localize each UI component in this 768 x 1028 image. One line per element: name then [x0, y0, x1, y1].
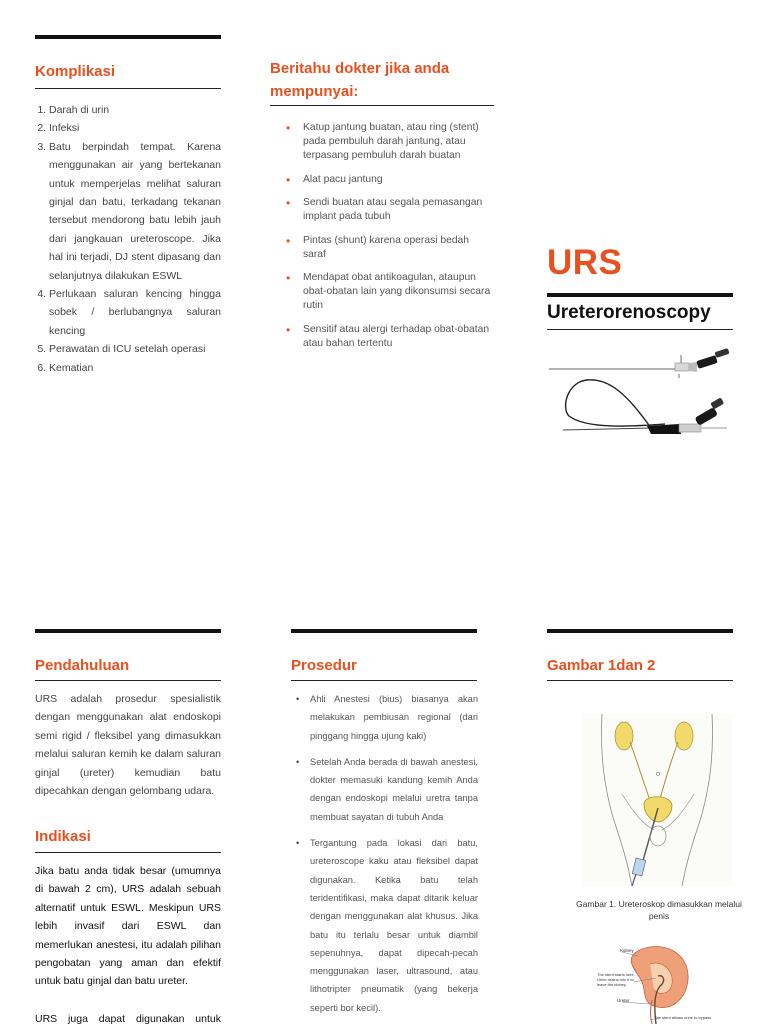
beritahu-rule — [270, 105, 494, 106]
komplikasi-item: 1. Darah di urin — [49, 101, 221, 119]
gambar-rule — [547, 680, 733, 681]
prosedur-rule — [291, 680, 477, 681]
beritahu-item: • Sensitif atau alergi terhadap obat-obatan atau bahan tertentu — [283, 323, 493, 351]
ureteroscope-image — [547, 338, 733, 444]
indikasi-text: Jika batu anda tidak besar (umumnya di bawah 2 cm), URS adalah sebuah alternatif untuk ESWL. Meskipun URS lebih invasif dari ESWL dan memerlukan anestesi, itu adalah pilihan pengobatan yang aman dan efektif untuk batu ginjal dan batu ureter. — [35, 865, 221, 988]
figure-1-caption: Gambar 1. Ureteroskop dimasukkan melalui penis — [576, 899, 742, 921]
cover-title: URS — [547, 243, 623, 282]
cover-rule — [547, 329, 733, 330]
komplikasi-list-container — [35, 101, 221, 377]
stent-label: The stent starts here. Urine drains into it to leave the kidney. — [597, 972, 635, 987]
figure-1-anatomy-image — [582, 714, 732, 886]
beritahu-item: • Katup jantung buatan, atau ring (stent) pada pembuluh darah jantung, atau terpasang pembuluh darah buatan — [283, 121, 493, 163]
beritahu-title: Beritahu dokter jika anda mempunyai: — [270, 60, 450, 100]
ureter-label: Ureter — [617, 998, 630, 1003]
top-bar-prosedur — [291, 629, 477, 633]
komplikasi-item: 2. Infeksi — [49, 119, 221, 137]
cover-bar — [547, 293, 733, 297]
pendahuluan-rule — [35, 680, 221, 681]
beritahu-list — [283, 121, 493, 351]
kidney-label: Kidney — [620, 948, 634, 953]
flexible-ureteroscope-icon — [563, 380, 727, 434]
prosedur-item: • Ahli Anestesi (bius) biasanya akan melakukan pembiusan regional (dari pinggang hingga ujung kaki) — [291, 690, 478, 745]
beritahu-item: • Mendapat obat antikoagulan, ataupun obat-obatan lain yang dikonsumsi secara rutin — [283, 271, 493, 313]
komplikasi-item: 5. Perawatan di ICU setelah operasi — [49, 340, 221, 358]
pendahuluan-title: Pendahuluan — [35, 657, 130, 674]
komplikasi-item: 6. Kematian — [49, 359, 221, 377]
komplikasi-item: 4. Perlukaan saluran kencing hingga sobek / berlubangnya saluran kencing — [49, 285, 221, 340]
beritahu-item: • Sendi buatan atau segala pemasangan implant pada tubuh — [283, 196, 493, 224]
gambar-title: Gambar 1dan 2 — [547, 657, 656, 674]
top-bar-gambar — [547, 629, 733, 633]
rigid-ureteroscope-icon — [549, 348, 730, 378]
top-bar-komplikasi — [35, 35, 221, 39]
top-bar-pendahuluan — [35, 629, 221, 633]
komplikasi-list — [35, 101, 221, 377]
beritahu-item: • Alat pacu jantung — [283, 173, 493, 187]
indikasi-text-2: URS juga dapat digunakan untuk — [35, 1013, 221, 1025]
prosedur-list-container — [291, 690, 478, 1025]
indikasi-title: Indikasi — [35, 828, 91, 845]
komplikasi-rule — [35, 88, 221, 89]
stent-bypass-label: The stent allows urine to bypass — [654, 1015, 712, 1020]
prosedur-item: • Tergantung pada lokasi dari batu, ureteroscope kaku atau fleksibel dapat digunakan. Ketika batu telah teridentifikasi, maka dapat ditarik keluar dengan menggunakan alat khusus. Jika batu itu terlalu besar untuk diambil sepenuhnya, dapat dipecah-pecah menggunakan laser, ultrasound, atau lithotripter pneumatik (yang bekerja seperti bor kecil). — [291, 834, 478, 1017]
prosedur-item: • Setelah Anda berada di bawah anestesi, dokter memasuki kandung kemih Anda dengan endoskopi melalui uretra tanpa membuat sayatan di tubuh Anda — [291, 753, 478, 826]
beritahu-list-container — [283, 121, 493, 360]
prosedur-title: Prosedur — [291, 657, 357, 674]
komplikasi-item: 3. Batu berpindah tempat. Karena menggunakan air yang bertekanan untuk memperjelas melihat saluran ginjal dan batu, terkadang tekanan tersebut mendorong batu lebih jauh dari jangkauan ureteroscope. Jika hal ini terjadi, DJ stent dipasang dan selanjutnya dilakukan ESWL — [49, 138, 221, 285]
beritahu-item: • Pintas (shunt) karena operasi bedah saraf — [283, 234, 493, 262]
komplikasi-title: Komplikasi — [35, 63, 116, 80]
indikasi-rule — [35, 852, 221, 853]
cover-subtitle: Ureterorenoscopy — [547, 302, 711, 323]
prosedur-list — [291, 690, 478, 1017]
pendahuluan-text: URS adalah prosedur spesialistik dengan menggunakan alat endoskopi semi rigid / fleksibel yang dimasukkan melalui saluran kemih ke dalam saluran ginjal (ureter) kemudian batu dipecahkan dengan gelombang udara. — [35, 693, 221, 798]
